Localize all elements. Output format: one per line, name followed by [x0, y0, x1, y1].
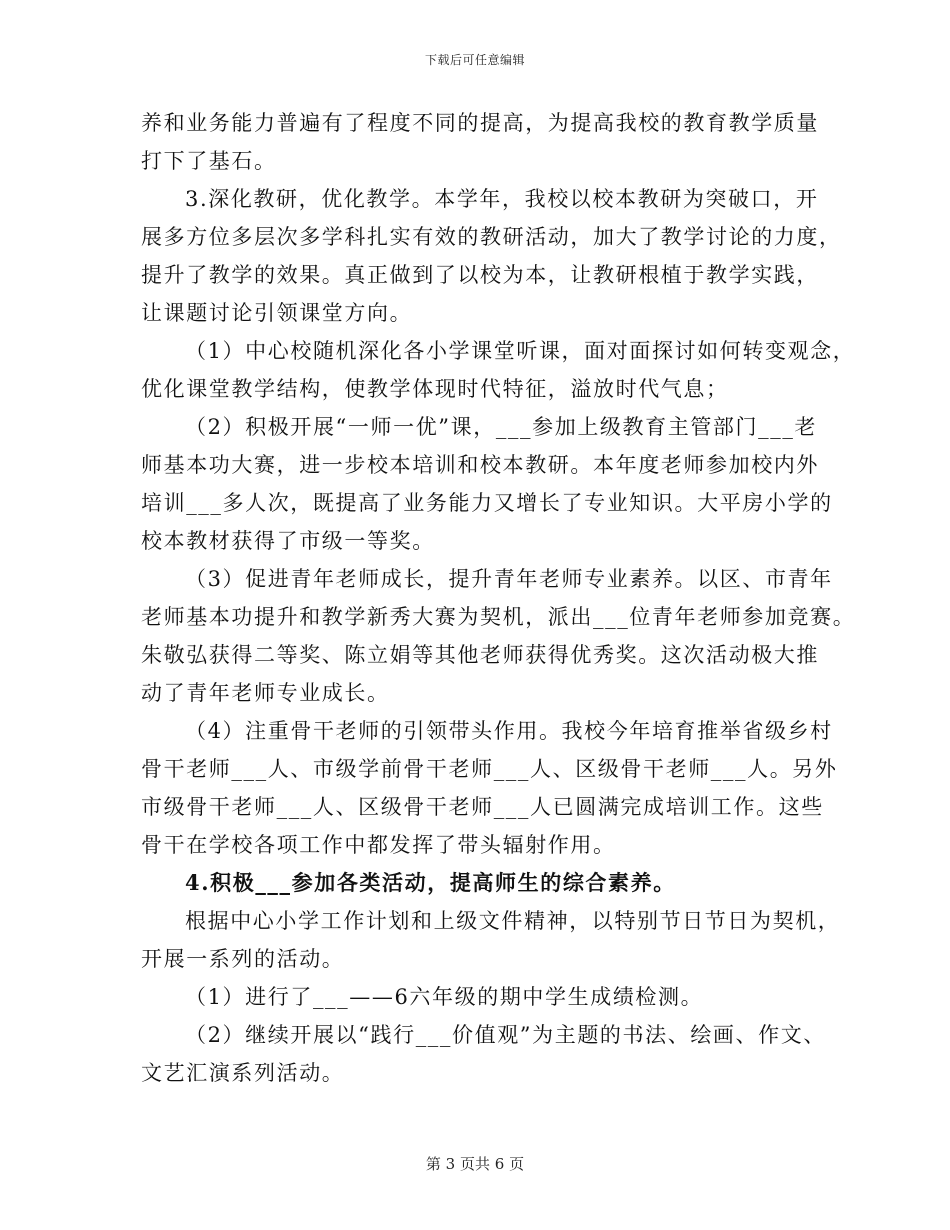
text-line: 养和业务能力普遍有了程度不同的提高，为提高我校的教育教学质量: [141, 111, 819, 135]
text-line: 师基本功大赛，进一步校本培训和校本教研。本年度老师参加校内外: [141, 453, 819, 477]
text-line: 打下了基石。: [141, 149, 277, 173]
text-line: 培训___多人次，既提高了业务能力又增长了专业知识。大平房小学的: [141, 491, 833, 515]
text-line: 开展一系列的活动。: [141, 947, 345, 971]
text-line: 动了青年老师专业成长。: [141, 681, 390, 705]
text-line: （1）进行了___——6六年级的期中学生成绩检测。: [185, 985, 704, 1009]
text-line: 展多方位多层次多学科扎实有效的教研活动，加大了教学讨论的力度，: [141, 225, 842, 249]
text-line: 文艺汇演系列活动。: [141, 1061, 345, 1085]
text-line: 提升了教学的效果。真正做到了以校为本，让教研根植于教学实践，: [141, 263, 819, 287]
text-line: 朱敬弘获得二等奖、陈立娟等其他老师获得优秀奖。这次活动极大推: [141, 643, 819, 667]
text-line: 根据中心小学工作计划和上级文件精神，以特别节日节日为契机，: [185, 909, 841, 933]
text-line: 让课题讨论引领课堂方向。: [141, 301, 413, 325]
text-line: 老师基本功提升和教学新秀大赛为契机，派出___位青年老师参加竞赛。: [141, 605, 856, 629]
text-line: 校本教材获得了市级一等奖。: [141, 529, 435, 553]
page-footer: 第 3 页共 6 页: [425, 1155, 525, 1173]
text-line: （3）促进青年老师成长，提升青年老师专业素养。以区、市青年: [185, 567, 833, 591]
text-line: 市级骨干老师___人、区级骨干老师___人已圆满完成培训工作。这些: [141, 795, 824, 819]
text-line: （2）继续开展以“践行___价值观”为主题的书法、绘画、作文、: [185, 1023, 826, 1047]
text-line: （4）注重骨干老师的引领带头作用。我校今年培育推举省级乡村: [185, 719, 833, 743]
text-line: （2）积极开展“一师一优”课，___参加上级教育主管部门___老: [185, 415, 818, 439]
text-line: 骨干在学校各项工作中都发挥了带头辐射作用。: [141, 833, 616, 857]
text-line: 3.深化教研，优化教学。本学年，我校以校本教研为突破口，开: [185, 187, 819, 211]
text-line: 骨干老师___人、市级学前骨干老师___人、区级骨干老师___人。另外: [141, 757, 838, 781]
page-header: 下载后可任意编辑: [424, 53, 525, 67]
text-line: （1）中心校随机深化各小学课堂听课，面对面探讨如何转变观念，: [185, 339, 856, 363]
text-line: 优化课堂教学结构，使教学体现时代特征，溢放时代气息；: [141, 377, 729, 401]
section-heading-line: 4.积极___参加各类活动，提高师生的综合素养。: [185, 870, 676, 895]
document-body: [141, 104, 856, 1092]
